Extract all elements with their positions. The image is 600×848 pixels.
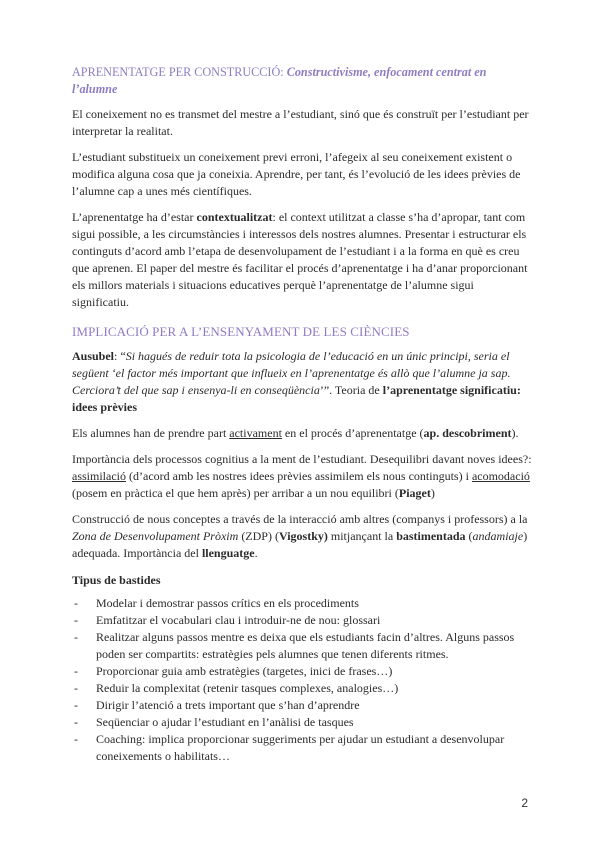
list-item: - Seqüenciar o ajudar l’estudiant en l’anàlisi de tasques (72, 714, 532, 731)
text: : el context utilitzat a classe s’ha d’apropar, tant com sigui possible, a les circumstàncies i interessos dels nostres alumnes. Presentar i estructurar els continguts d’acord amb l’etapa de desenvolupament de l’estudiant i a la forma en què es creu que aprenen. El paper del mestre és facilitar el procés d’aprenentatge i ha d’anar proporcionant els millors materials i situacions educatives perquè l’aprenentatge de l’alumne sigui significatiu. (72, 210, 528, 309)
list-item: - Emfatitzar el vocabulari clau i introduir-ne de nou: glossari (72, 612, 532, 629)
list-item: - Reduir la complexitat (retenir tasques complexes, analogies…) (72, 680, 532, 697)
paragraph-substitution: L’estudiant substitueix un coneixement previ erroni, l’afegeix al seu coneixement existent o modifica alguna cosa que ja coneixia. Aprendre, per tant, és l’evolució de les idees prèvies de l’alumne cap a unes més científiques. (72, 150, 521, 198)
paragraph-context (72, 209, 532, 311)
paragraph-knowledge: El coneixement no es transmet del mestre a l’estudiant, sinó que és construït per l’estudiant per interpretar la realitat. (72, 107, 529, 138)
text: : “ (114, 349, 126, 363)
paragraph-vygotsky (72, 511, 532, 562)
underlined-activament: activament (229, 426, 282, 440)
term-zdp: Zona de Desenvolupament Pròxim (72, 529, 239, 543)
text: ) (430, 486, 435, 500)
list-item: - Modelar i demostrar passos crítics en els procediments (72, 595, 532, 612)
text: ’”. Teoria de (319, 383, 383, 397)
term-discovery: ap. descobriment (423, 426, 512, 440)
paragraph-piaget (72, 451, 532, 502)
page-number: 2 (521, 796, 528, 810)
heading-main: APRENENTATGE PER CONSTRUCCIÓ: (72, 65, 284, 79)
text: mitjançant la (327, 529, 397, 543)
list-title: Tipus de bastides (72, 573, 161, 587)
scaffold-list (72, 595, 532, 765)
heading-subtitle: Constructivisme, enfocament centrat en l’alumne (72, 65, 487, 96)
document-page (72, 64, 532, 765)
underlined-acomodacio: acomodació (471, 469, 530, 483)
term-meaningful-learning: l’aprenentatge significatiu: idees prèvies (72, 383, 521, 414)
text: . (254, 546, 258, 560)
text: ) adequada. Importància del (72, 529, 528, 560)
paragraph-active (72, 425, 532, 442)
text: Importància dels processos cognitius a la ment de l’estudiant. Desequilibri davant noves idees?: (72, 452, 532, 466)
text: Els alumnes han de prendre part (72, 426, 230, 440)
term-andamiaje: andamiaje (472, 529, 524, 543)
text: (posem en pràctica el que hem après) per arribar a un nou equilibri ( (72, 486, 399, 500)
author-ausubel: Ausubel (72, 349, 115, 363)
ausubel-quote: Si hagués de reduir tota la psicologia de l’educació en un únic principi, seria el següent ‘el factor més important que influeix en l’aprenentatge és allò que l’alumne ja sap. Cerciora’t del que sap i ensenya-li en conseqüència (72, 349, 511, 397)
list-item: - Realitzar alguns passos mentre es deixa que els estudiants facin d’altres. Alguns passos poden ser compartits: estratègies pels alumnes que tenen diferents ritmes. (72, 629, 532, 663)
author-vigostky: Vigostky) (278, 529, 328, 543)
section-heading-implication: IMPLICACIÓ PER A L’ENSENYAMENT DE LES CIÈNCIES (72, 324, 410, 339)
text: (d’acord amb les nostres idees prèvies assimilem els nous continguts) i (126, 469, 472, 483)
list-item: - Coaching: implica proporcionar suggeriments per ajudar un estudiant a desenvolupar coneixements o habilitats… (72, 731, 532, 765)
term-bastimentada: bastimentada (396, 529, 466, 543)
section-heading-construction (72, 64, 532, 98)
author-piaget: Piaget (398, 486, 431, 500)
term-contextualitzat: contextualitzat (196, 210, 273, 224)
text: ( (465, 529, 473, 543)
text: Construcció de nous conceptes a través de la interacció amb altres (companys i professors) a la (72, 512, 528, 526)
term-llenguatge: llenguatge (201, 546, 255, 560)
text: (ZDP) ( (238, 529, 279, 543)
text: ). (511, 426, 519, 440)
paragraph-ausubel (72, 348, 532, 416)
list-item: - Proporcionar guia amb estratègies (targetes, inici de frases…) (72, 663, 532, 680)
text: en el procés d’aprenentatge ( (281, 426, 424, 440)
text: L’aprenentatge ha d’estar (72, 210, 197, 224)
underlined-assimilacio: assimilació (72, 469, 126, 483)
list-item: - Dirigir l’atenció a trets important que s’han d’aprendre (72, 697, 532, 714)
